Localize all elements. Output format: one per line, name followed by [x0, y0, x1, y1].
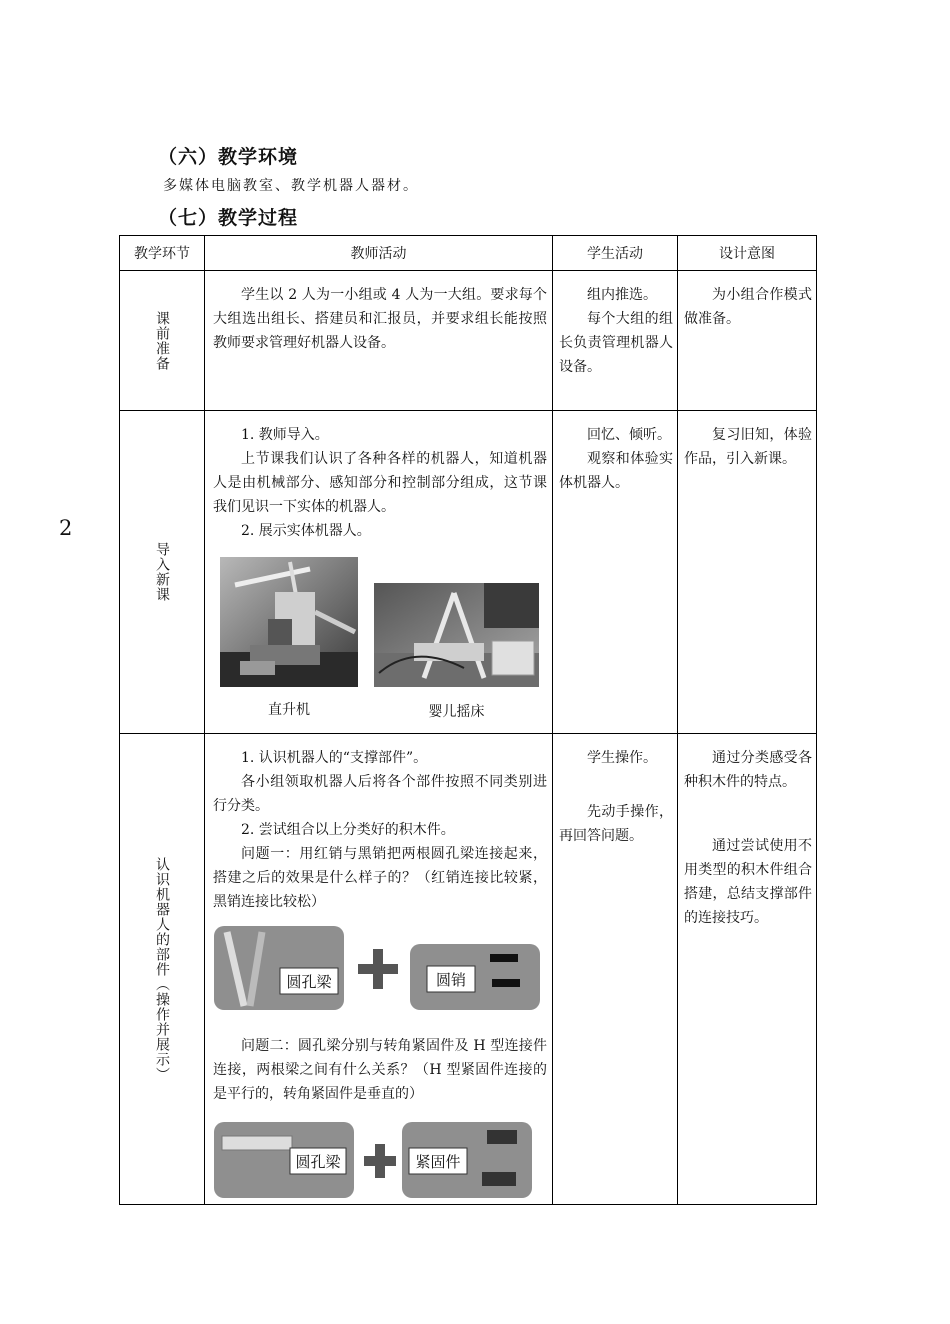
question-one: 问题一：用红销与黑销把两根圆孔梁连接起来，搭建之后的效果是什么样子的？（红销连接比较紧，黑销连接比较松）: [213, 846, 547, 910]
header-design: 设计意图: [678, 236, 817, 271]
page-number: 2: [59, 516, 73, 540]
environment-text: 多媒体电脑教室、教学机器人器材。: [163, 178, 419, 194]
photo-caption: 直升机: [268, 702, 310, 718]
table-row: [120, 271, 817, 411]
student-activity: 每个大组的组长负责管理机器人设备。: [559, 311, 673, 375]
label-beam2: 圆孔梁: [295, 1153, 341, 1171]
teacher-activity: 上节课我们认识了各种各样的机器人，知道机器人是由机械部分、感知部分和控制部分组成，这节课我们见识一下实体的机器人。: [213, 451, 547, 515]
stage-label: 课前准备: [154, 310, 170, 371]
environment-heading: （六）教学环境: [158, 146, 299, 168]
teaching-process-table: [119, 235, 817, 1205]
teacher-activity: 各小组领取机器人后将各个部件按照不同类别进行分类。: [213, 774, 547, 814]
teacher-step: 1. 教师导入。: [241, 427, 329, 443]
question-two: 问题二：圆孔梁分别与转角紧固件及 H 型连接件连接，两根梁之间有什么关系？（H 型紧固件连接的是平行的，转角紧固件是垂直的）: [213, 1038, 547, 1102]
header-stage: 教学环节: [120, 236, 205, 271]
teacher-activity: 学生以 2 人为一小组或 4 人为一大组。要求每个大组选出组长、搭建员和汇报员，并要求组长能按照教师要求管理好机器人设备。: [213, 287, 547, 351]
design-intent: 为小组合作模式做准备。: [684, 287, 812, 327]
photo-cradle: [374, 583, 539, 721]
header-teacher: 教师活动: [205, 236, 553, 271]
label-beam: 圆孔梁: [286, 973, 332, 991]
teacher-step: 2. 展示实体机器人。: [241, 523, 371, 539]
cradle-robot-image: [374, 583, 539, 687]
process-heading: （七）教学过程: [158, 207, 299, 229]
beam-fastener-illustration: [212, 1120, 534, 1200]
student-activity: 回忆、倾听。: [587, 427, 671, 443]
teacher-step: 2. 尝试组合以上分类好的积木件。: [241, 822, 455, 838]
label-fastener: 紧固件: [415, 1153, 461, 1171]
header-student: 学生活动: [553, 236, 678, 271]
table-header-row: [120, 236, 817, 271]
photo-helicopter: [220, 557, 358, 721]
student-activity: 学生操作。: [587, 750, 657, 766]
design-intent: 通过尝试使用不用类型的积木件组合搭建，总结支撑部件的连接技巧。: [684, 838, 812, 926]
design-intent: 通过分类感受各种积木件的特点。: [684, 750, 812, 790]
label-pin: 圆销: [435, 971, 467, 989]
student-activity: 先动手操作，再回答问题。: [559, 804, 673, 844]
design-intent: 复习旧知，体验作品，引入新课。: [684, 427, 812, 467]
photo-caption: 婴儿摇床: [428, 704, 485, 720]
stage-label: 认识机器人的部件（操作并展示）: [154, 856, 170, 1082]
teacher-step: 1. 认识机器人的“支撑部件”。: [241, 750, 428, 766]
student-activity: 组内推选。: [587, 287, 657, 303]
student-activity: 观察和体验实体机器人。: [559, 451, 673, 491]
beam-pin-illustration: [212, 924, 542, 1012]
stage-label: 导入新课: [154, 542, 170, 602]
table-row: [120, 411, 817, 734]
table-row: [120, 734, 817, 1205]
helicopter-robot-image: [220, 557, 358, 687]
